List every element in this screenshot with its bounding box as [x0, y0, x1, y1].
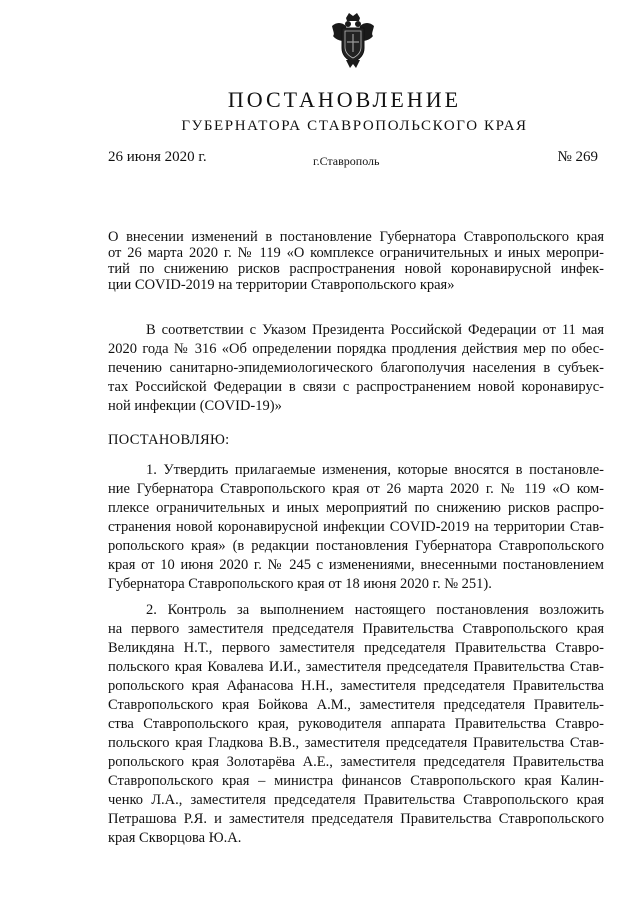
document-subject	[108, 229, 604, 293]
basis-line: ной инфекции (COVID-19)»	[108, 398, 282, 414]
item-2-line: Ставропольского края – министра финансов Ставропольского края Калин-	[108, 773, 604, 789]
basis-line: В соответствии с Указом Президента Российской Федерации от 11 мая	[146, 322, 604, 338]
item-1-line: ние Губернатора Ставропольского края от 26 марта 2020 г. № 119 «О ком-	[108, 481, 604, 497]
item-1-paragraph	[108, 461, 604, 594]
basis-paragraph	[108, 321, 604, 416]
item-2-line: ропольского края Афанасова Н.Н., заместителя председателя Правительства	[108, 678, 604, 694]
item-2-line: ченко Л.А., заместителя председателя Правительства Ставропольского края	[108, 792, 604, 808]
item-2-line: ства Ставропольского края, руководителя аппарата Правительства Ставро-	[108, 716, 604, 732]
issuer-title: ГУБЕРНАТОРА СТАВРОПОЛЬСКОГО КРАЯ	[181, 118, 528, 134]
item-1-line: странения новой коронавирусной инфекции COVID-2019 на территории Став-	[108, 519, 604, 535]
item-2-line: польского края Гладкова В.В., заместителя председателя Правительства Став-	[108, 735, 604, 751]
basis-line: 2020 года № 316 «Об определении порядка продления действия мер по обес-	[108, 341, 604, 357]
document-number: № 269	[557, 149, 598, 165]
document-city: г.Ставрополь	[313, 154, 380, 168]
item-1-line: Губернатора Ставропольского края от 18 июня 2020 г. № 251).	[108, 576, 492, 592]
document-type-title: ПОСТАНОВЛЕНИЕ	[227, 87, 462, 112]
item-2-line: ропольского края Золотарёва А.Е., заместителя председателя Правительства	[108, 754, 604, 770]
subject-line: тий по снижению рисков распространения новой коронавирусной инфек-	[108, 261, 604, 277]
basis-line: печению санитарно-эпидемиологического благополучия населения в субъек-	[108, 360, 604, 376]
subject-line: О внесении изменений в постановление Губернатора Ставропольского края	[108, 229, 604, 245]
item-1-line: плексе ограничительных и иных мероприятий по снижению рисков распро-	[108, 500, 604, 516]
decree-word: ПОСТАНОВЛЯЮ:	[108, 432, 230, 448]
item-2-line: польского края Ковалева И.И., заместителя председателя Правительства Став-	[108, 659, 604, 675]
stavropol-coat-of-arms-icon	[330, 12, 376, 70]
item-1-line: 1. Утвердить прилагаемые изменения, которые вносятся в постановле-	[146, 462, 604, 478]
item-2-line: Великдяна Н.Т., первого заместителя председателя Правительства Ставро-	[108, 640, 604, 656]
document-date: 26 июня 2020 г.	[108, 149, 207, 165]
item-1-line: края от 10 июня 2020 г. № 245 с изменениями, внесенными постановлением	[108, 557, 604, 573]
item-2-paragraph	[108, 601, 604, 848]
item-2-line: Ставропольского края Бойкова А.М., заместителя председателя Правитель-	[108, 697, 604, 713]
item-2-line: края Скворцова Ю.А.	[108, 830, 242, 846]
subject-line: ции COVID-2019 на территории Ставропольского края»	[108, 277, 455, 293]
item-2-line: на первого заместителя председателя Правительства Ставропольского края	[108, 621, 604, 637]
item-1-line: ропольского края» (в редакции постановления Губернатора Ставропольского	[108, 538, 604, 554]
item-2-line: Петрашова Р.Я. и заместителя председателя Правительства Ставропольского	[108, 811, 604, 827]
subject-line: от 26 марта 2020 г. № 119 «О комплексе ограничительных и иных меропри-	[108, 245, 604, 261]
basis-line: тах Российской Федерации в связи с распространением новой коронавирус-	[108, 379, 604, 395]
item-2-line: 2. Контроль за выполнением настоящего постановления возложить	[146, 602, 604, 618]
